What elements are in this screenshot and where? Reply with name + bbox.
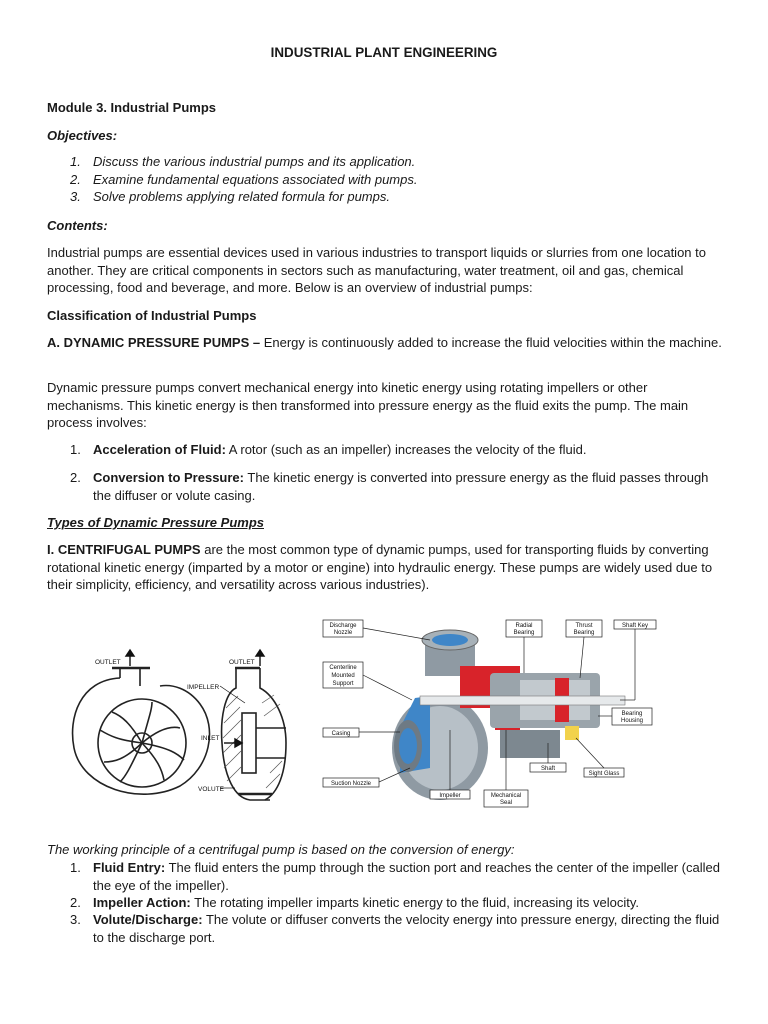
process-number: 2.: [70, 470, 81, 485]
pump-casing: [392, 630, 488, 800]
working-principle-intro: The working principle of a centrifugal pump is based on the conversion of energy:: [47, 842, 515, 857]
label-mechanical-seal: Mechanical: [490, 793, 522, 799]
step-label: Fluid Entry:: [93, 860, 166, 875]
step-item: [93, 859, 723, 894]
dynamic-pumps-paragraph: Dynamic pressure pumps convert mechanical energy into kinetic energy using rotating impellers or other mechanisms. This kinetic energy is then transformed into pressure energy as the fluid exits the pump. The main process involves:: [47, 380, 689, 430]
label-centerline: Centerline: [329, 665, 357, 671]
objective-number: 3.: [70, 189, 81, 204]
label-discharge-nozzle: Discharge: [329, 623, 357, 629]
objective-item: Examine fundamental equations associated with pumps.: [93, 172, 418, 187]
label-bearing-housing: Bearing: [621, 711, 643, 717]
label-shaft: Shaft: [540, 766, 556, 772]
process-item: [93, 441, 733, 459]
label-sight-glass: Sight Glass: [588, 771, 620, 777]
process-item: [93, 469, 723, 504]
step-number: 1.: [70, 860, 81, 875]
label-inlet: INLET: [201, 735, 220, 742]
label-casing: Casing: [331, 731, 351, 737]
step-label: Volute/Discharge:: [93, 912, 203, 927]
types-heading: Types of Dynamic Pressure Pumps: [47, 515, 264, 530]
dynamic-pumps-definition: [47, 334, 727, 352]
label-centerline-line3: Support: [332, 681, 354, 687]
document-title: INDUSTRIAL PLANT ENGINEERING: [270, 45, 498, 60]
volute-cross-section-diagram: [60, 648, 300, 808]
label-volute: VOLUTE: [198, 786, 225, 793]
label-discharge-nozzle-line2: Nozzle: [333, 630, 353, 636]
label-outlet-2: OUTLET: [229, 659, 255, 666]
process-label: Conversion to Pressure:: [93, 470, 244, 485]
centrifugal-paragraph: [47, 541, 727, 594]
step-number: 3.: [70, 912, 81, 927]
label-radial-bearing: Radial: [515, 623, 533, 629]
intro-paragraph: Industrial pumps are essential devices used in various industries to transport liquids or slurries from one location to another. They are critical components in sectors such as manufacturing, water treatment, oil and gas, chemical processing, food and beverage, and more. Below is an overview of industrial pumps:: [47, 245, 706, 295]
objectives-heading: Objectives:: [47, 128, 118, 143]
centrifugal-pump-cutaway-diagram: [320, 618, 660, 808]
objective-number: 2.: [70, 172, 81, 187]
step-label: Impeller Action:: [93, 895, 191, 910]
label-radial-bearing-line2: Bearing: [513, 630, 535, 636]
step-item: [93, 911, 723, 946]
process-number: 1.: [70, 442, 81, 457]
module-heading: Module 3. Industrial Pumps: [47, 100, 217, 115]
objective-number: 1.: [70, 154, 81, 169]
process-text: A rotor (such as an impeller) increases the velocity of the fluid.: [225, 442, 587, 457]
dynamic-pumps-text: Energy is continuously added to increase the fluid velocities within the machine.: [260, 335, 722, 350]
shaft: [420, 696, 625, 705]
dynamic-pumps-label: A. DYNAMIC PRESSURE PUMPS –: [47, 335, 261, 350]
process-label: Acceleration of Fluid:: [93, 442, 226, 457]
contents-heading: Contents:: [47, 218, 108, 233]
centrifugal-label: I. CENTRIFUGAL PUMPS: [47, 542, 201, 557]
step-number: 2.: [70, 895, 81, 910]
process-text: The kinetic energy is converted into pressure energy as the fluid passes through the diffuser or volute casing.: [93, 470, 709, 503]
step-text: The volute or diffuser converts the velocity energy into pressure energy, directing the fluid to the discharge port.: [93, 912, 720, 945]
label-thrust-bearing: Thrust: [575, 623, 593, 629]
step-text: The rotating impeller imparts kinetic energy to the fluid, increasing its velocity.: [190, 895, 639, 910]
label-impeller: IMPELLER: [187, 684, 220, 691]
step-item: [93, 894, 733, 912]
label-shaft-key: Shaft Key: [621, 623, 649, 629]
centrifugal-text: are the most common type of dynamic pumps, used for transporting fluids by converting rotational kinetic energy (imparted by a motor or engine) into hydraulic energy. These pumps are widely used due to their simplicity, efficiency, and versatility across various industries).: [47, 542, 713, 592]
label-suction-nozzle: Suction Nozzle: [330, 781, 372, 787]
label-centerline-line2: Mounted: [331, 673, 355, 679]
classification-heading: Classification of Industrial Pumps: [47, 308, 257, 323]
label-thrust-bearing-line2: Bearing: [573, 630, 595, 636]
objective-item: Discuss the various industrial pumps and its application.: [93, 154, 416, 169]
label-mechanical-seal-line2: Seal: [499, 800, 513, 806]
label-impeller: Impeller: [439, 793, 461, 799]
label-bearing-housing-line2: Housing: [620, 718, 644, 724]
label-outlet-1: OUTLET: [95, 659, 121, 666]
step-text: The fluid enters the pump through the suction port and reaches the center of the impeller (called the eye of the impeller).: [93, 860, 720, 893]
objective-item: Solve problems applying related formula for pumps.: [93, 189, 390, 204]
